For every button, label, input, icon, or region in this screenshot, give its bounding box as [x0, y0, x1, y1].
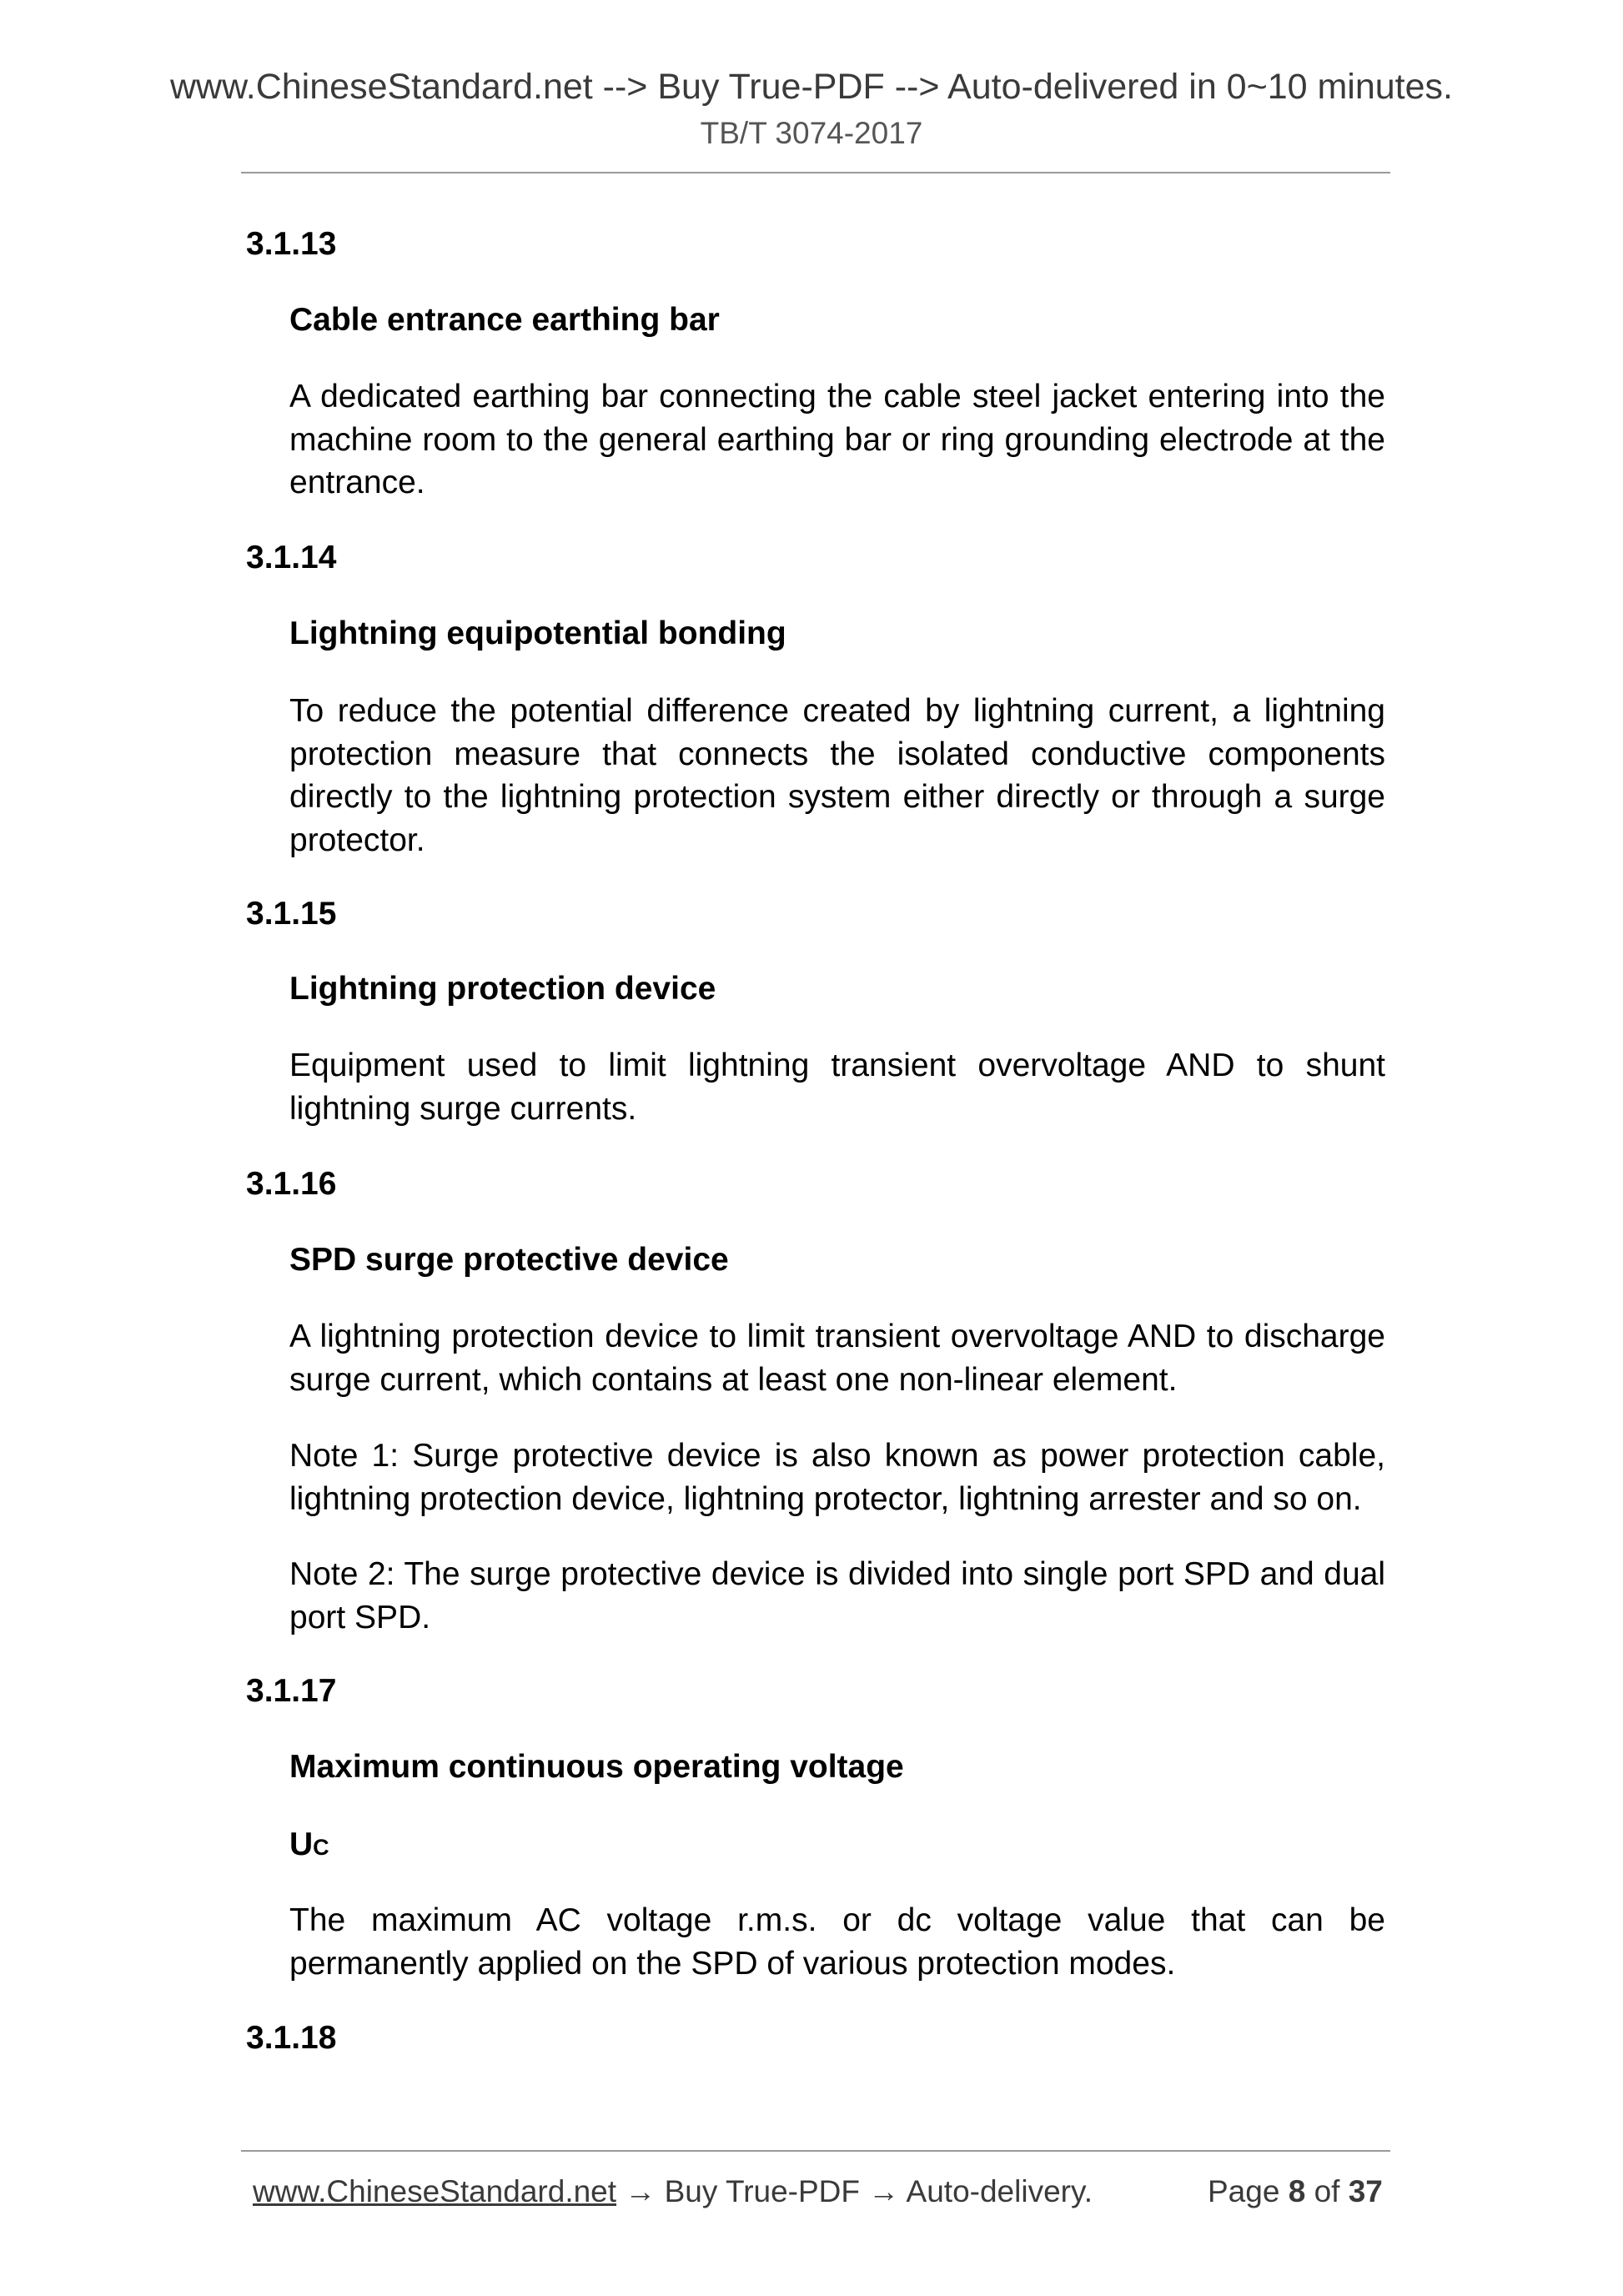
- footer-divider: [241, 2150, 1390, 2152]
- term-heading: Lightning equipotential bonding: [289, 615, 786, 651]
- symbol-subscript: C: [313, 1835, 329, 1860]
- note-paragraph: Note 2: The surge protective device is divided into single port SPD and dual port SPD.: [289, 1556, 1385, 1635]
- symbol-letter: U: [289, 1826, 314, 1862]
- footer-delivery-text: Auto-delivery.: [906, 2174, 1093, 2208]
- header-divider: [241, 172, 1390, 173]
- term-heading: Maximum continuous operating voltage: [289, 1749, 904, 1785]
- arrow-right-icon: →: [625, 2174, 656, 2208]
- section-number: 3.1.15: [246, 896, 337, 932]
- section-number: 3.1.18: [246, 2020, 337, 2056]
- section-number: 3.1.17: [246, 1673, 337, 1709]
- arrow-right-icon: →: [868, 2174, 900, 2208]
- definition-paragraph: To reduce the potential difference created by lightning current, a lightning protection measure that connects the isolated conductive components directly to the lightning protection system either directly or through a surge protector.: [289, 693, 1385, 858]
- definition-paragraph: Equipment used to limit lightning transient overvoltage AND to shunt lightning surge currents.: [289, 1048, 1385, 1127]
- page-current: 8: [1288, 2174, 1306, 2208]
- term-heading: Lightning protection device: [289, 971, 716, 1007]
- definition-paragraph: The maximum AC voltage r.m.s. or dc voltage value that can be permanently applied on the SPD of various protection modes.: [289, 1902, 1385, 1982]
- note-paragraph: Note 1: Surge protective device is also known as power protection cable, lightning protection device, lightning protector, lightning arrester and so on.: [289, 1438, 1385, 1517]
- term-heading: SPD surge protective device: [289, 1242, 729, 1278]
- page-of: of: [1314, 2174, 1340, 2208]
- footer-site-link[interactable]: www.ChineseStandard.net: [253, 2174, 617, 2208]
- page-word: Page: [1208, 2174, 1280, 2208]
- section-number: 3.1.14: [246, 540, 337, 575]
- page-total: 37: [1348, 2174, 1383, 2208]
- term-heading: Cable entrance earthing bar: [289, 302, 720, 338]
- header-banner: www.ChineseStandard.net --> Buy True-PDF --> Auto-delivered in 0~10 minutes.: [169, 67, 1453, 107]
- definition-paragraph: A lightning protection device to limit transient overvoltage AND to discharge surge current, which contains at least one non-linear element.: [289, 1319, 1385, 1398]
- footer-buy-text: Buy True-PDF: [664, 2174, 861, 2208]
- page-indicator: [1208, 2171, 1383, 2213]
- symbol-uc: [289, 1823, 329, 1869]
- standard-code: TB/T 3074-2017: [700, 116, 923, 150]
- section-number: 3.1.16: [246, 1166, 337, 1202]
- footer-promo: [253, 2171, 1093, 2213]
- definition-paragraph: A dedicated earthing bar connecting the cable steel jacket entering into the machine room to the general earthing bar or ring grounding electrode at the entrance.: [289, 379, 1385, 500]
- section-number: 3.1.13: [246, 226, 337, 262]
